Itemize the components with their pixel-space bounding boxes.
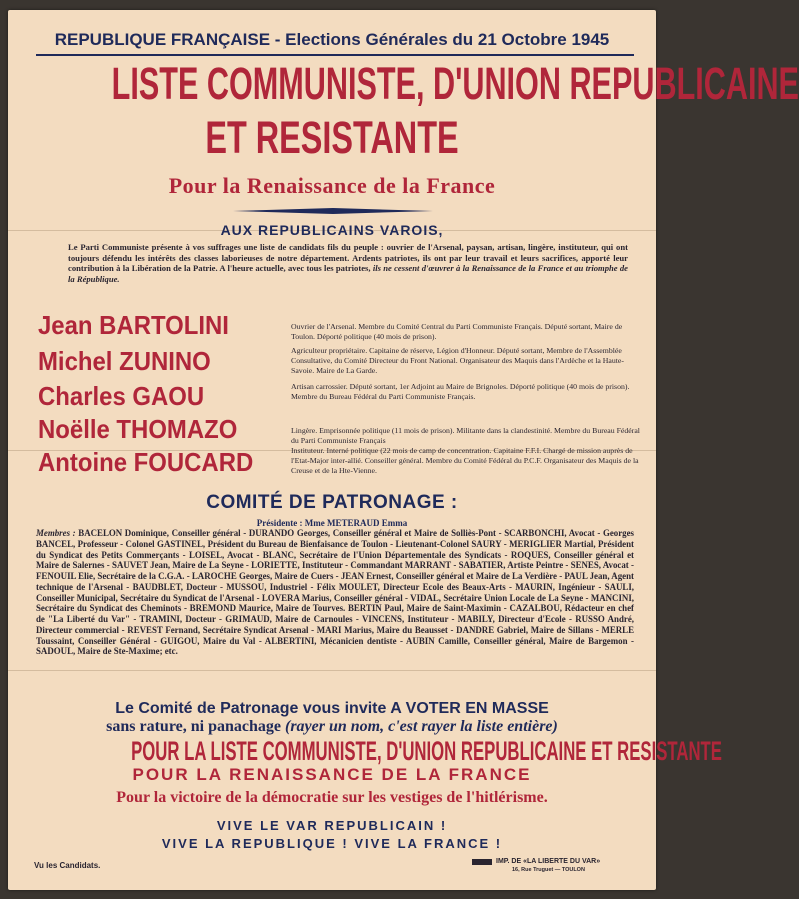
- title-line-2: ET RESISTANTE: [205, 112, 459, 163]
- vive-republique: VIVE LA REPUBLIQUE ! VIVE LA FRANCE !: [161, 836, 503, 851]
- comite-presidente: Présidente : Mme METERAUD Emma: [256, 518, 408, 528]
- address-body: [68, 242, 628, 284]
- printer-credit: [472, 857, 652, 875]
- header-rule: [36, 54, 634, 56]
- republique-header: REPUBLIQUE FRANÇAISE - Elections Générales du 21 Octobre 1945: [54, 30, 610, 49]
- printer-logo-icon: [472, 858, 492, 866]
- candidate-description: Ouvrier de l'Arsenal. Membre du Comité Central du Parti Communiste Français. Député sortant, Maire de Toulon. Déporté politique (40 mois de prison).: [291, 322, 623, 341]
- candidate-description: Agriculteur propriétaire. Capitaine de réserve, Légion d'Honneur. Député sortant, Membre de l'Assemblée Consultative, du Comité Directeur du Front National. Organisateur des Maquis dans l'Ardèche et la Haute-Savoie. Maire de La Garde.: [291, 346, 624, 375]
- candidate-name: Charles GAOU: [38, 381, 205, 411]
- printer-address: 16, Rue Truguet — TOULON: [512, 867, 585, 873]
- vu-candidats: Vu les Candidats.: [34, 861, 101, 870]
- comite-heading: COMITÉ DE PATRONAGE :: [206, 492, 458, 513]
- ornament-rule: [233, 207, 433, 215]
- candidate-name: Michel ZUNINO: [38, 346, 211, 376]
- address-text: Le Parti Communiste présente à vos suffrages une liste de candidats fils du peuple : ouvrier de l'Arsenal, paysan, artisan, lingère, instituteur, qui ont toujours défendu les intérêts des classes laborieuses de notre département. Ardents patriotes, ils ont par leur travail et leurs sacrifices, apporté leur contribution à la Libération de la Patrie. A l'heure actuelle, avec tous les patriotes,: [68, 242, 628, 274]
- appeal-line-2a: sans rature, ni panachage: [106, 718, 281, 735]
- members-label: Membres :: [36, 528, 76, 538]
- printer-name: IMP. DE «LA LIBERTE DU VAR»: [496, 858, 601, 865]
- address-heading: AUX REPUBLICAINS VAROIS,: [220, 222, 444, 238]
- candidate-description: Artisan carrossier. Député sortant, 1er Adjoint au Maire de Brignoles. Déporté politique (40 mois de prison). Membre du Bureau Fédéral du Parti Communiste Français.: [291, 382, 630, 401]
- vive-var: VIVE LE VAR REPUBLICAIN !: [216, 818, 448, 833]
- appeal-line-2: [8, 718, 656, 736]
- appeal-line-1: Le Comité de Patronage vous invite A VOTER EN MASSE: [115, 700, 549, 717]
- candidate-description: Instituteur. Interné politique (22 mois de camp de concentration. Capitaine F.F.I. Chargé de mission auprès de l'Etat-Major inter-allié. Conseiller général. Membre du Comité Fédéral du P.C.F. Organisateur des Maquis de la Creuse et de la Hte-Vienne.: [291, 446, 639, 475]
- members-list: BACELON Dominique, Conseiller général - DURANDO Georges, Conseiller général et Maire de Solliès-Pont - SCARBONCHI, Avocat - Georges BANCEL, Professeur - Colonel GASTINEL, Président du Bureau de Bienfaisance de Toulon - Lieutenant-Colonel SAURY - MERIGLIER Martial, Président du Syndicat des Petits Commerçants - LOISEL, Avocat - BLANC, Secrétaire de l'Union Départementale des Syndicats - ROQUES, Conseiller général et Maire de Salernes - SAUVET Jean, Maire de La Seyne - LORIETTE, Instituteur - Commandant MARRANT - SABATIER, Artiste Peintre - SENES, Avocat - FENOUIL Elie, Secrétaire de la C.G.A. - LAROCHE Georges, Maire de Cuers - JEAN Ernest, Conseiller général et Maire de La Verdière - PAUL Jean, Agent technique de l'Arsenal - BAUDBLET, Docteur - MUSSOU, Industriel - Félix MOULET, Directeur Ecole des Beaux-Arts - MAURIN, Ingénieur - SAULI, Conseiller Municipal, Secrétaire du Syndicat de l'Arsenal - LOVERA Marius, Conseiller général - VIDAL, Secrétaire Union Locale de La Seyne - MANCINI, Secrétaire du Syndicat des Cheminots - BREMOND Maurice, Maire de Tourves. BERTIN Paul, Maire de Saint-Maximin - CAZALBOU, Rédacteur en chef de "La Liberté du Var" - TRAMINI, Docteur - GRIMAUD, Maire de Carnoules - VINCENS, Instituteur - MABILY, Directeur d'Ecole - RUSSO André, Directeur commercial - REVEST Fernand, Secrétaire Syndicat Arsenal - MARI Marius, Maire du Beausset - DANDRE Gabriel, Maire de Sillans - MERLE Toussaint, Conseiller Général - GUIGOU, Maire du Val - ALBERTINI, Mécanicien dentiste - AUBIN Camille, Conseiller général, Maire de Bargemon - SADOUL, Maire de Ste-Maxime; etc.: [36, 528, 635, 657]
- subtitle: Pour la Renaissance de la France: [168, 173, 496, 198]
- appeal-liste: POUR LA LISTE COMMUNISTE, D'UNION REPUBLICAINE ET RESISTANTE: [131, 736, 722, 766]
- candidate-name: Jean BARTOLINI: [38, 310, 229, 340]
- appeal-renaissance: POUR LA RENAISSANCE DE LA FRANCE: [132, 765, 532, 784]
- fold-line: [8, 670, 656, 671]
- appeal-line-2b: (rayer un nom, c'est rayer la liste entière): [284, 718, 558, 735]
- election-poster: [8, 10, 799, 890]
- title-line-1: LISTE COMMUNISTE, D'UNION REPUBLICAINE: [111, 58, 799, 109]
- comite-members: [36, 528, 634, 657]
- candidate-name: Antoine FOUCARD: [38, 447, 254, 477]
- candidate-description: Lingère. Emprisonnée politique (11 mois de prison). Militante dans la clandestinité. Membre du Bureau Fédéral du Parti Communiste Français: [291, 426, 640, 445]
- candidate-name: Noëlle THOMAZO: [38, 414, 238, 444]
- address-text-italic: ils ne cessent d'œuvrer à la Renaissance de la France et au triomphe de la République.: [68, 263, 628, 284]
- appeal-victoire: Pour la victoire de la démocratie sur les vestiges de l'hitlérisme.: [116, 789, 548, 806]
